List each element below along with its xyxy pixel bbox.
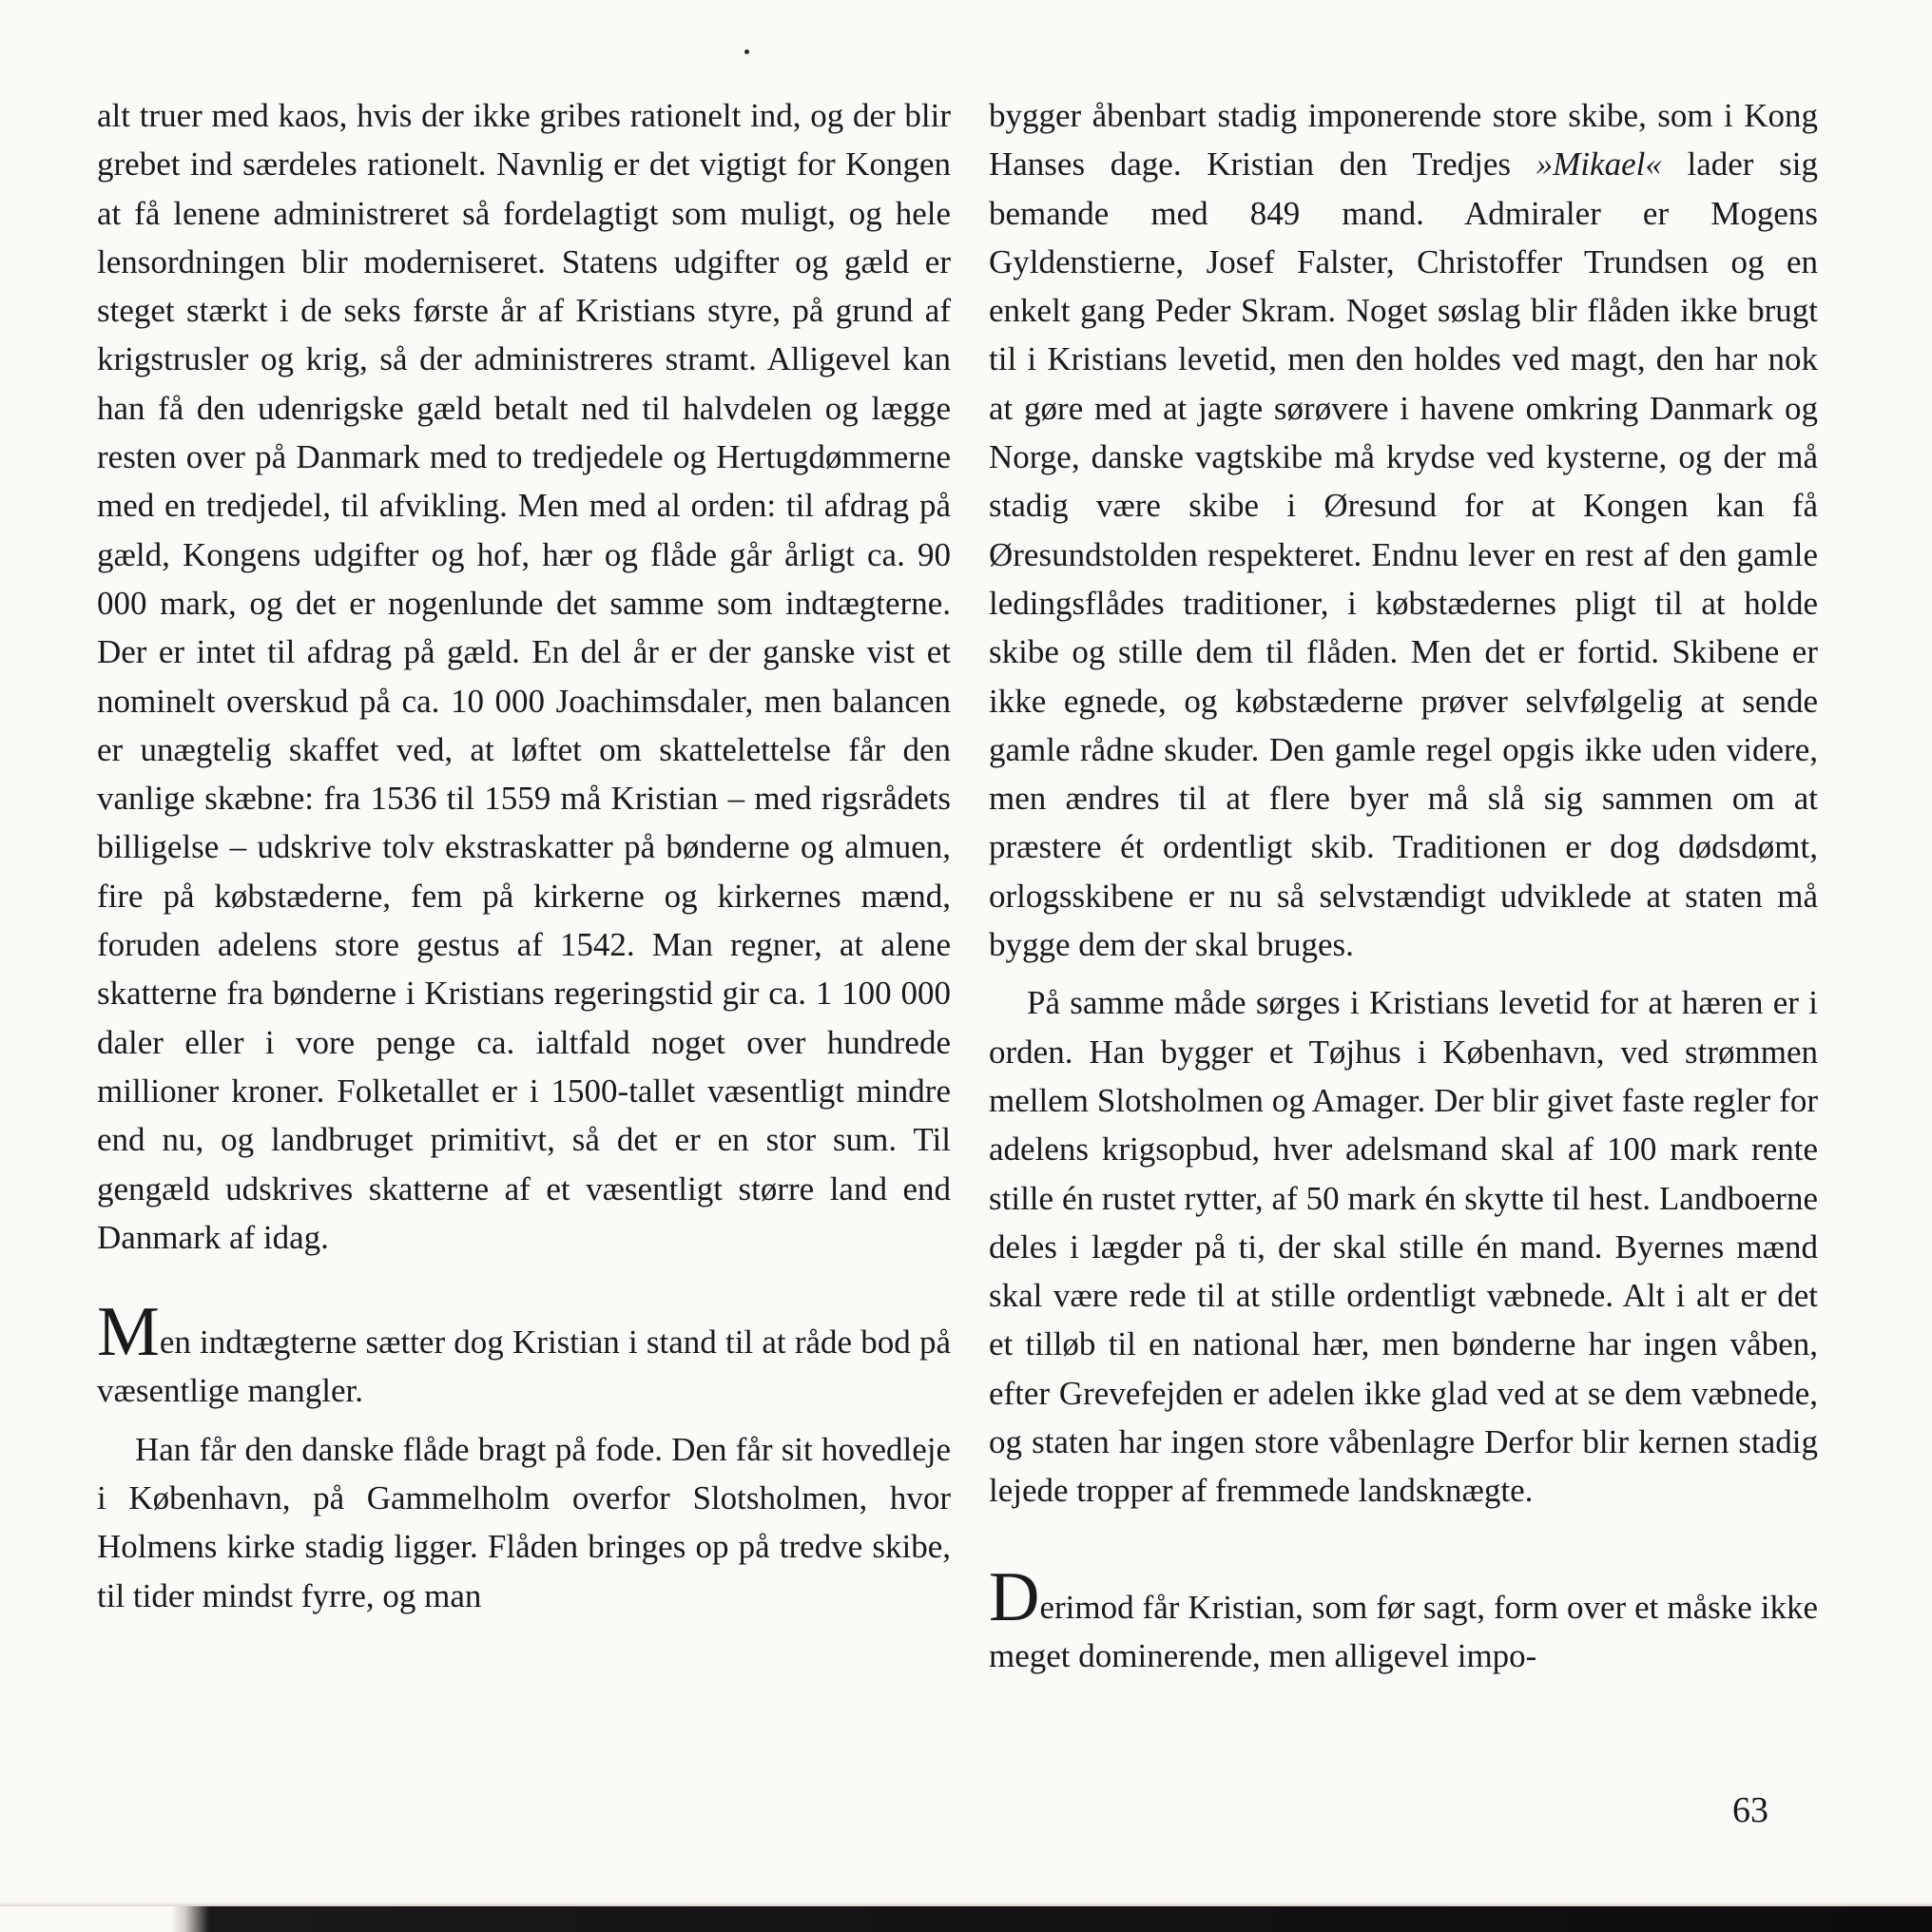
book-binding-edge [0, 1906, 1932, 1932]
right-paragraph-1 [989, 91, 1818, 969]
left-paragraph-2 [97, 1293, 951, 1416]
page-number: 63 [1732, 1790, 1768, 1830]
left-paragraph-1: alt truer med kaos, hvis der ikke gribes rationelt ind, og der blir grebet ind særdeles rationelt. Navnlig er det vigtigt for Kongen at få lenene administreret så fordelagtigt som muligt, og hele lensordningen blir moderniseret. Statens udgifter og gæld er steget stærkt i de seks første år af Kristians styre, på grund af krigstrusler og krig, så der administreres stramt. Alligevel kan han få den udenrigske gæld betalt ned til halvdelen og lægge resten over på Danmark med to tredjedele og Hertugdømmerne med en tredjedel, til afvikling. Men med al orden: til afdrag på gæld, Kongens udgifter og hof, hær og flåde går årligt ca. 90 000 mark, og det er nogenlunde det samme som indtægterne. Der er intet til afdrag på gæld. En del år er der ganske vist et nominelt overskud på ca. 10 000 Joachimsdaler, men balancen er unægtelig skaffet ved, at løftet om skattelettelse får den vanlige skæbne: fra 1536 til 1559 må Kristian – med rigsrådets billigelse – udskrive tolv ekstraskatter på bønderne og almuen, fire på købstæderne, fem på kirkerne og kirkernes mænd, foruden adelens store gestus af 1542. Man regner, at alene skatterne fra bønderne i Kristians regeringstid gir ca. 1 100 000 daler eller i vore penge ca. ialtfald noget over hundrede millioner kroner. Folketallet er i 1500-tallet væsentligt mindre end nu, og landbruget primitivt, så det er en stor sum. Til gengæld udskrives skatterne af et væsentligt større land end Danmark af idag. [97, 97, 951, 1256]
left-column [97, 91, 951, 1620]
drop-cap-m: M [97, 1293, 160, 1372]
left-paragraph-2-text: en indtægterne sætter dog Kristian i stand til at råde bod på væsentlige mangler. [97, 1323, 951, 1410]
right-paragraph-1-text-b: lader sig bemande med 849 mand. Admiraler er Mogens Gyldenstierne, Josef Falster, Christoffer Trundsen og en enkelt gang Peder Skram. Noget søslag blir flåden ikke brugt til i Kristians levetid, men den holdes ved magt, den har nok at gøre med at jagte sørøvere i havene omkring Danmark og Norge, danske vagtskibe må krydse ved kysterne, og der må stadig være skibe i Øresund for at Kongen kan få Øresundstolden respekteret. Endnu lever en rest af den gamle ledingsflådes traditioner, i købstædernes pligt til at holde skibe og stille dem til flåden. Men det er fortid. Skibene er ikke egnede, og købstæderne prøver selvfølgelig at sende gamle rådne skuder. Den gamle regel opgis ikke uden videre, men ændres til at flere byer må slå sig sammen om at præstere ét ordentligt skib. Traditionen er dog dødsdømt, orlogsskibene er nu så selvstændigt udviklede at staten må bygge dem der skal bruges. [989, 145, 1818, 964]
ship-name: »Mikael« [1536, 145, 1662, 184]
right-paragraph-1-text-a: bygger åbenbart stadig imponerende store skibe, som i Kong Hanses dage. Kristian den Tredjes [989, 97, 1818, 184]
left-paragraph-3: Han får den danske flåde bragt på fode. Den får sit hovedleje i København, på Gammelholm overfor Slotsholmen, hvor Holmens kirke stadig ligger. Flåden bringes op på tredve skibe, til tider mindst fyrre, og man [97, 1430, 951, 1614]
printing-dot [744, 49, 749, 54]
right-paragraph-3 [989, 1557, 1818, 1681]
drop-cap-d: D [989, 1557, 1040, 1636]
right-paragraph-3-text: erimod får Kristian, som før sagt, form over et måske ikke meget dominerende, men alligevel impo- [989, 1588, 1818, 1674]
right-paragraph-2: På samme måde sørges i Kristians levetid for at hæren er i orden. Han bygger et Tøjhus i København, ved strømmen mellem Slotsholmen og Amager. Der blir givet faste regler for adelens krigsopbud, hver adelsmand skal af 100 mark rente stille én rustet rytter, af 50 mark én skytte til hest. Landboerne deles i lægder på ti, der skal stille én mand. Byernes mænd skal være rede til at stille ordentligt væbnede. Alt i alt er det et tilløb til en national hær, men bønderne har ingen våben, efter Grevefejden er adelen ikke glad ved at se dem væbnede, og staten har ingen store våbenlagre Derfor blir kernen stadig lejede tropper af fremmede landsknægte. [989, 984, 1818, 1510]
right-column [989, 91, 1818, 1680]
